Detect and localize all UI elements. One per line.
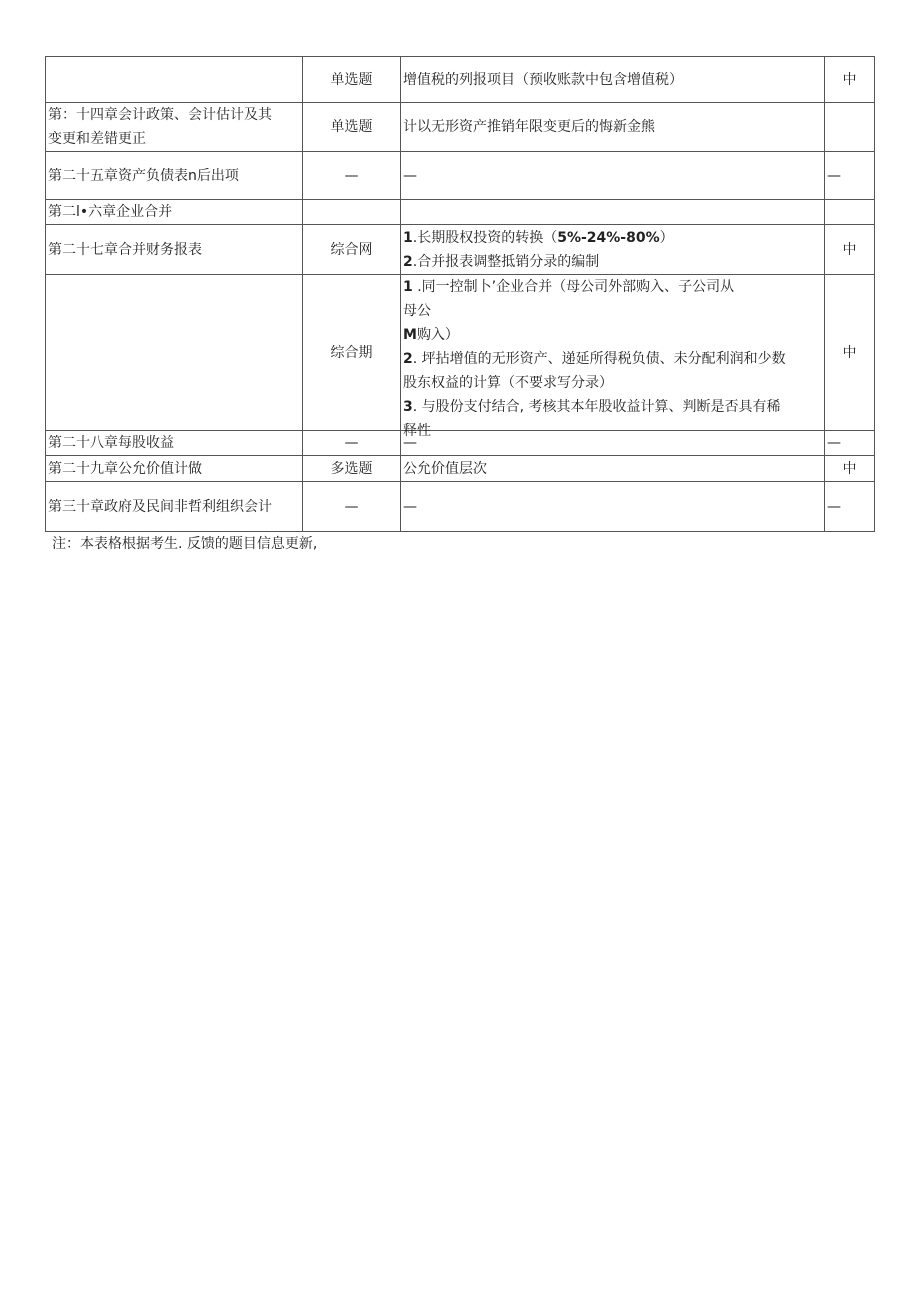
question-type-cell: 单选题 <box>303 103 401 152</box>
table-row <box>46 57 875 103</box>
difficulty-cell: — <box>825 482 875 532</box>
item-text: 购入） <box>416 327 459 343</box>
chapter-cell: 第二十五章资产负债表n后出项 <box>46 152 303 200</box>
question-type-cell: 多选题 <box>303 456 401 482</box>
chapter-cell: 第三十章政府及民间非哲利组织会计 <box>46 482 303 532</box>
table-row <box>46 200 875 225</box>
item-number: 2 <box>403 253 413 270</box>
exam-topics-table <box>45 56 875 532</box>
item-text: .合并报表调整抵销分录的编制 <box>412 253 600 270</box>
chapter-cell <box>46 275 303 431</box>
detail-line <box>403 323 822 347</box>
detail-line <box>403 226 822 250</box>
item-number: 2 <box>403 351 413 367</box>
table-row <box>46 152 875 200</box>
difficulty-cell: 中 <box>825 456 875 482</box>
chapter-cell: 第二l•六章企业合并 <box>46 200 303 225</box>
topic-detail-cell: — <box>401 482 825 532</box>
difficulty-cell <box>825 200 875 225</box>
item-number: 1 <box>403 229 413 246</box>
item-text: .同一控制卜’企业合并（母公司外部购入、子公司从 <box>412 279 735 295</box>
difficulty-cell <box>825 103 875 152</box>
chapter-line: 变更和差错更正 <box>48 131 146 147</box>
detail-line <box>403 371 822 395</box>
table-row <box>46 482 875 532</box>
item-number: M <box>403 327 417 343</box>
detail-line <box>403 275 822 299</box>
chapter-cell: 第二十七章合并财务报表 <box>46 225 303 275</box>
chapter-cell: 第二十九章公允价值计做 <box>46 456 303 482</box>
detail-line <box>403 347 822 371</box>
question-type-cell: — <box>303 152 401 200</box>
difficulty-cell: 中 <box>825 225 875 275</box>
table-row <box>46 275 875 431</box>
item-text-tail: ） <box>659 229 674 246</box>
topic-detail-cell: — <box>401 152 825 200</box>
question-type-cell: 单选题 <box>303 57 401 103</box>
chapter-line: 第：十四章会计政策、会计估计及其 <box>48 107 272 123</box>
question-type-cell: — <box>303 482 401 532</box>
item-number: 3 <box>403 399 413 415</box>
topic-detail-cell <box>401 200 825 225</box>
chapter-cell: 第二十八章每股收益 <box>46 431 303 456</box>
difficulty-cell: 中 <box>825 275 875 431</box>
topic-detail-cell: 公允价值层次 <box>401 456 825 482</box>
topic-detail-cell <box>401 275 825 439</box>
table-row <box>46 103 875 152</box>
question-type-cell: 综合期 <box>303 275 401 431</box>
question-type-cell: — <box>303 431 401 456</box>
chapter-cell <box>46 57 303 103</box>
item-text: 释性 <box>403 423 431 439</box>
item-text: . 与股份支付结合, 考核其本年股收益计算、判断是否具有稀 <box>412 399 781 415</box>
topic-detail-cell: 增值税的列报项目（预收账款中包含增值税） <box>401 57 825 103</box>
table-row <box>46 456 875 482</box>
table-footnote: 注：本表格根据考生. 反馈的题目信息更新, <box>52 536 318 552</box>
item-text: . 坪拈增值的无形资产、递延所得税负债、未分配利润和少数 <box>412 351 786 367</box>
detail-line <box>403 250 822 274</box>
item-text: 股东权益的计算（不要求写分录） <box>403 375 613 391</box>
detail-clip <box>403 275 822 439</box>
item-number: 1 <box>403 279 413 295</box>
difficulty-cell: — <box>825 431 875 456</box>
difficulty-cell: — <box>825 152 875 200</box>
topic-detail-cell: 计以无形资产推销年限变更后的悔新金熊 <box>401 103 825 152</box>
difficulty-cell: 中 <box>825 57 875 103</box>
table-row <box>46 431 875 456</box>
detail-line <box>403 395 822 419</box>
item-text: .长期股权投资的转换（ <box>412 229 558 246</box>
item-ratio: 5%-24%-80% <box>557 229 660 246</box>
topic-detail-cell <box>401 225 825 275</box>
detail-line <box>403 299 822 323</box>
item-text: 母公 <box>403 303 431 319</box>
chapter-cell <box>46 103 303 152</box>
topic-detail-cell: — <box>401 431 825 456</box>
question-type-cell: 综合网 <box>303 225 401 275</box>
question-type-cell <box>303 200 401 225</box>
table-row <box>46 225 875 275</box>
